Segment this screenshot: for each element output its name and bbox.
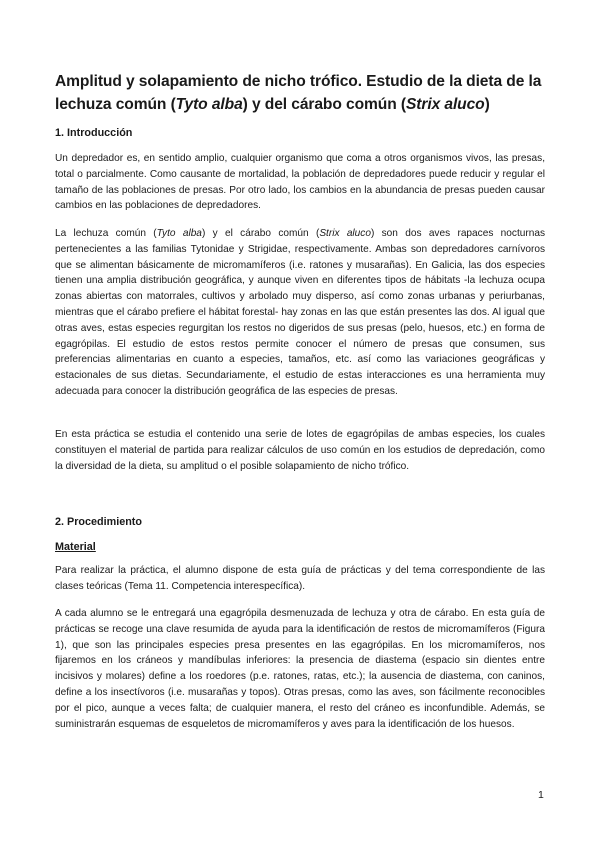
title-species-strix: Strix aluco xyxy=(405,96,485,113)
intro-paragraph-1: Un depredador es, en sentido amplio, cualquier organismo que coma a otros organismos vivos, las presas, total o parcialmente. Como causante de mortalidad, la población de depredadores puede reducir y regular el tamaño de las poblaciones de presas. Por otro lado, los cambios en la abundancia de presas pueden causar cambios en las poblaciones de depredadores. xyxy=(55,153,545,212)
intro-paragraph-3: En esta práctica se estudia el contenido una serie de lotes de egagrópilas de ambas especies, los cuales constituyen el material de partida para realizar cálculos de uso común en los estudios de depredación, como la diversidad de la dieta, su amplitud o el posible solapamiento de nicho trófico. xyxy=(55,429,545,472)
material-subheading: Material xyxy=(55,541,96,553)
species-tyto: Tyto alba xyxy=(156,228,202,239)
procedure-heading: 2. Procedimiento xyxy=(55,516,142,528)
title-species-tyto: Tyto alba xyxy=(175,96,243,113)
intro-paragraph-2: La lechuza común (Tyto alba) y el cárabo común (Strix aluco) son dos aves rapaces nocturnas pertenecientes a las familias Tytonidae y Strigidae, respectivamente. Ambas son depredadores carnívoros que se alimentan básicamente de micromamíferos (i.e. ratones y musarañas). En Galicia, las dos especies tienen una amplia distribución geográfica, y aunque viven en diferentes tipos de hábitats -la lechuza ocupa zonas abiertas con matorrales, cultivos y arbolado muy disperso, así como zonas urbanas y periurbanas, mientras que el cárabo prefiere el hábitat forestal- hay zonas en las que están presentes las dos. Al igual que otras aves, estas especies regurgitan los restos no digeridos de sus presas (pelo, huesos, etc.) en forma de egagrópilas. El estudio de estos restos permite conocer el número de presas que consumen, sus preferencias alimentarias en cuanto a especies, tamaños, etc. así como las variaciones geográficas y estacionales de sus dietas. Secundariamente, el estudio de estas interacciones es una herramienta muy adecuada para conocer la distribución geográfica de las especies de presas. xyxy=(55,228,546,397)
procedure-paragraph-2: A cada alumno se le entregará una egagrópila desmenuzada de lechuza y otra de cárabo. En esta guía de prácticas se recoge una clave resumida de ayuda para la identificación de restos de micromamíferos (Figura 1), que son las principales especies presa presentes en las egagrópilas. En los micromamíferos, nos fijaremos en los cráneos y mandíbulas inferiores: la presencia de diastema (espacio sin dientes entre incisivos y molares) define a los roedores (p.e. ratones, ratas, etc.); la ausencia de diastema, con caninos, define a los insectívoros (i.e. musarañas y topos). Otras presas, como las aves, son fácilmente reconocibles por el pico, aunque a veces falta; de cualquier manera, el resto del cráneo es inconfundible. Además, se suministrarán esquemas de esqueletos de micromamíferos y aves para la identificación de los huesos. xyxy=(55,608,545,730)
title-text: ) xyxy=(484,96,490,113)
title-text: Amplitud y solapamiento de nicho trófico. Estudio de la dieta de la lechuza común ( xyxy=(55,73,542,113)
procedure-paragraph-1: Para realizar la práctica, el alumno dispone de esta guía de prácticas y del tema correspondiente de las clases teóricas (Tema 11. Competencia interespecífica). xyxy=(55,565,545,592)
document-title xyxy=(55,70,550,116)
species-strix: Strix aluco xyxy=(319,228,371,239)
intro-heading: 1. Introducción xyxy=(55,127,133,139)
page-number: 1 xyxy=(538,789,544,801)
title-text: ) y del cárabo común ( xyxy=(242,96,406,113)
